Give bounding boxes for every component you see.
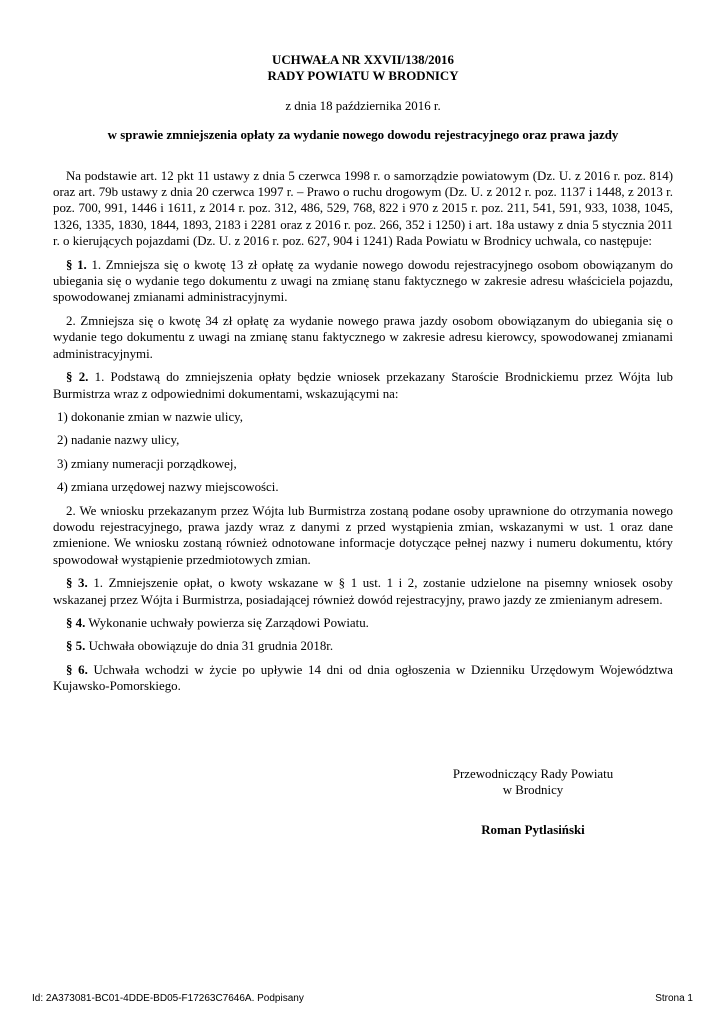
section-2-list-item: 4) zmiana urzędowej nazwy miejscowości. <box>57 480 279 495</box>
section-5 <box>53 638 673 654</box>
section-2-text: 1. Podstawą do zmniejszenia opłaty będzie wniosek przekazany Staroście Brodnickiemu przez Wójta lub Burmistrza wraz z odpowiednimi dokumentami, wskazującymi na: <box>53 370 673 401</box>
page-number: Strona 1 <box>655 993 693 1004</box>
section-6 <box>53 662 673 695</box>
document-id: Id: 2A373081-BC01-4DDE-BD05-F17263C7646A. Podpisany <box>32 993 304 1004</box>
section-6-text: Uchwała wchodzi w życie po upływie 14 dni od dnia ogłoszenia w Dzienniku Urzędowym Województwa Kujawsko-Pomorskiego. <box>53 662 674 694</box>
section-2-paragraph-2: 2. We wniosku przekazanym przez Wójta lub Burmistrza zostaną podane osoby uprawnione do otrzymania nowego dowodu rejestracyjnego, prawa jazdy wraz z danymi z przed wystąpienia zmian, wskazanymi w ust. 1 oraz dane zmienione. We wniosku zostaną również odnotowane informacje dotyczące pełnej nazwy i numeru dokumentu, który spowodował wystąpienie przedmiotowych zmian. <box>53 503 673 567</box>
section-4 <box>53 615 673 631</box>
section-2-list-item: 2) nadanie nazwy ulicy, <box>57 433 180 448</box>
section-3-label: § 3. <box>66 576 88 591</box>
issuing-body: RADY POWIATU W BRODNICY <box>267 69 459 84</box>
document-page <box>53 52 673 702</box>
section-1-paragraph-2: 2. Zmniejsza się o kwotę 34 zł opłatę za wydanie nowego prawa jazdy osobom obowiązanym do ubiegania się o wydanie tego dokumentu z uwagi na zmianę stanu faktycznego w zakresie adresu kierowcy, spowodowanej zmianami administracyjnymi. <box>53 313 673 361</box>
section-5-label: § 5. <box>66 639 86 654</box>
section-2-list-item: 3) zmiany numeracji porządkowej, <box>57 456 237 471</box>
section-4-text: Wykonanie uchwały powierza się Zarządowi Powiatu. <box>85 615 369 630</box>
preamble: Na podstawie art. 12 pkt 11 ustawy z dnia 5 czerwca 1998 r. o samorządzie powiatowym (Dz. U. z 2016 r. poz. 814) oraz art. 79b ustawy z dnia 20 czerwca 1997 r. – Prawo o ruchu drogowym (Dz. U. z 2012 r. poz. 1137 i 1448, z 2013 r. poz. 700, 991, 1446 i 1611, z 2014 r. poz. 312, 486, 529, 768, 822 i 970 z 2015 r. poz. 211, 541, 591, 933, 1038, 1045, 1326, 1335, 1830, 1844, 1893, 2183 i 2281 oraz z 2016 r. poz. 266, 352 i 1250) i art. 18a ustawy z dnia 5 stycznia 2011 r. o kierujących pojazdami (Dz. U. z 2016 r. poz. 627, 904 i 1241) Rada Powiatu w Brodnicy uchwala, co następuje: <box>53 168 673 249</box>
section-3-text: 1. Zmniejszenie opłat, o kwoty wskazane w § 1 ust. 1 i 2, zostanie udzielone na pisemny wniosek osoby wskazanej przez Wójta i Burmistrza, posiadającej również dowód rejestracyjny, prawo jazdy ze zmienianym adresem. <box>53 576 673 607</box>
signature-block <box>432 766 634 838</box>
resolution-number: UCHWAŁA NR XXVII/138/2016 <box>272 53 454 67</box>
section-1-text: 1. Zmniejsza się o kwotę 13 zł opłatę za wydanie nowego dowodu rejestracyjnego osobom obowiązanym do ubiegania się o wydanie tego dokumentu z uwagi na zmianę stanu faktycznego w zakresie adresu właściciela pojazdu, spowodowanej zmianami administracyjnymi. <box>53 257 673 305</box>
resolution-subject: w sprawie zmniejszenia opłaty za wydanie nowego dowodu rejestracyjnego oraz prawa jazdy <box>107 128 619 143</box>
signatory-title-location: w Brodnicy <box>502 783 564 798</box>
section-2-list-item: 1) dokonanie zmian w nazwie ulicy, <box>57 409 244 424</box>
section-6-label: § 6. <box>66 662 88 677</box>
signatory-title: Przewodniczący Rady Powiatu <box>452 767 614 781</box>
section-2-label: § 2. <box>66 370 89 385</box>
section-3-paragraph-1 <box>53 575 673 608</box>
section-1-paragraph-1 <box>53 257 673 306</box>
signatory-name: Roman Pytlasiński <box>481 822 585 837</box>
section-4-label: § 4. <box>66 615 86 630</box>
resolution-body <box>53 168 673 695</box>
section-1-label: § 1. <box>66 257 87 272</box>
resolution-date: z dnia 18 października 2016 r. <box>285 98 441 113</box>
section-2-paragraph-1 <box>53 369 673 402</box>
section-5-text: Uchwała obowiązuje do dnia 31 grudnia 2018r. <box>85 639 334 654</box>
